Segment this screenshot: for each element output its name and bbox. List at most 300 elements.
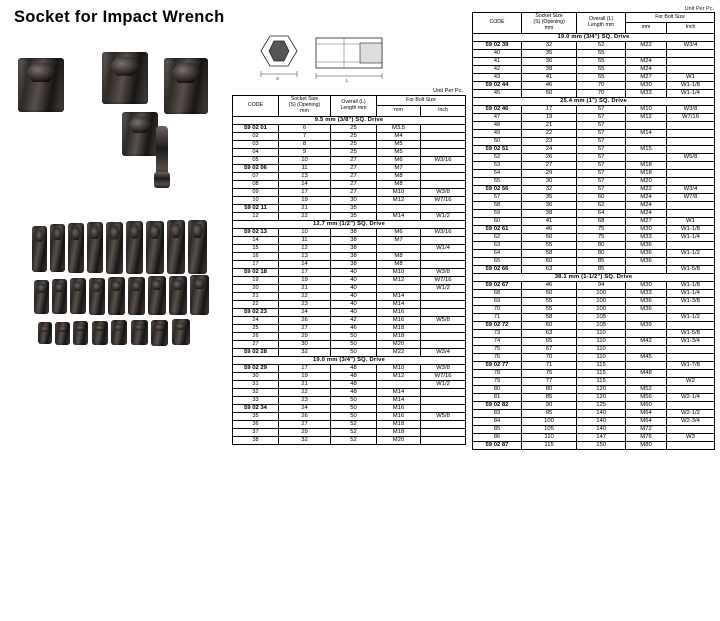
cell-overall: 80: [577, 241, 626, 249]
cell-socket-size: 24: [522, 145, 577, 153]
table-row: [473, 409, 715, 417]
table-row: [473, 265, 715, 273]
table-row: [473, 153, 715, 161]
table-row: [233, 436, 466, 444]
table-row: [473, 113, 715, 121]
cell-socket-size: 11: [279, 164, 331, 172]
cell-overall: 50: [331, 412, 377, 420]
cell-code: 59: [473, 209, 522, 217]
cell-bolt-inch: [666, 305, 714, 313]
cell-bolt-inch: W1-1/4: [666, 233, 714, 241]
cell-bolt-mm: [377, 380, 421, 388]
cell-bolt-inch: W1-1/8: [666, 281, 714, 289]
table-row: [473, 193, 715, 201]
cell-overall: 55: [577, 73, 626, 81]
cell-bolt-inch: [421, 324, 466, 332]
table-row: [233, 212, 466, 220]
cell-bolt-mm: M42: [626, 337, 667, 345]
cell-overall: 40: [331, 268, 377, 276]
cell-socket-size: 35: [522, 49, 577, 57]
cell-bolt-mm: M33: [626, 289, 667, 297]
cell-bolt-inch: W3/8: [421, 188, 466, 196]
cell-bolt-inch: W3/4: [666, 41, 714, 49]
cell-bolt-mm: M30: [626, 81, 667, 89]
cell-overall: 120: [577, 385, 626, 393]
cell-socket-size: 10: [279, 156, 331, 164]
cell-code: 59 02 11: [233, 204, 279, 212]
cell-bolt-mm: M16: [377, 412, 421, 420]
cell-overall: 40: [331, 284, 377, 292]
table-row: [233, 164, 466, 172]
table-row: [473, 281, 715, 289]
cell-overall: 110: [577, 329, 626, 337]
cell-bolt-inch: W1-7/8: [666, 361, 714, 369]
table-row: [233, 340, 466, 348]
cell-code: 42: [473, 65, 522, 73]
cell-bolt-inch: [421, 428, 466, 436]
cell-bolt-inch: W1/4: [421, 244, 466, 252]
cell-socket-size: 60: [522, 321, 577, 329]
cell-bolt-inch: [666, 145, 714, 153]
th-bolt-mm: mm: [626, 23, 667, 33]
cell-socket-size: 22: [279, 212, 331, 220]
table-row: [473, 145, 715, 153]
cell-bolt-inch: [666, 201, 714, 209]
table-row: [233, 244, 466, 252]
cell-socket-size: 58: [522, 249, 577, 257]
cell-bolt-mm: M24: [626, 193, 667, 201]
cell-bolt-mm: [626, 361, 667, 369]
cell-bolt-mm: M18: [626, 161, 667, 169]
cell-code: 59 02 46: [473, 105, 522, 113]
cell-overall: 38: [331, 252, 377, 260]
cell-bolt-inch: W3/16: [421, 156, 466, 164]
cell-code: 37: [233, 428, 279, 436]
section-header: 19.0 mm (3/4") SQ. Drive: [473, 33, 715, 41]
cell-code: 14: [233, 236, 279, 244]
cell-code: 59 02 34: [233, 404, 279, 412]
cell-socket-size: 21: [279, 204, 331, 212]
cell-bolt-inch: W1-1/8: [666, 81, 714, 89]
cell-socket-size: 75: [522, 369, 577, 377]
cell-socket-size: 77: [522, 377, 577, 385]
cell-bolt-inch: [666, 441, 714, 449]
cell-bolt-mm: M48: [626, 369, 667, 377]
cell-code: 35: [233, 412, 279, 420]
cell-socket-size: 27: [279, 324, 331, 332]
cell-code: 30: [233, 372, 279, 380]
table-row: [233, 412, 466, 420]
cell-socket-size: 17: [279, 364, 331, 372]
cell-code: 68: [473, 289, 522, 297]
table-row: [473, 233, 715, 241]
cell-bolt-mm: M72: [626, 425, 667, 433]
cell-bolt-inch: [666, 425, 714, 433]
cell-bolt-mm: M3.5: [377, 124, 421, 132]
cell-bolt-mm: [626, 265, 667, 273]
cell-code: 36: [233, 420, 279, 428]
cell-overall: 70: [577, 81, 626, 89]
cell-code: 79: [473, 377, 522, 385]
cell-code: 45: [473, 89, 522, 97]
cell-code: 26: [233, 332, 279, 340]
cell-overall: 105: [577, 321, 626, 329]
cell-socket-size: 30: [522, 177, 577, 185]
cell-bolt-mm: M14: [626, 129, 667, 137]
table-header: [233, 96, 466, 117]
cell-overall: 57: [577, 169, 626, 177]
cell-bolt-inch: [421, 388, 466, 396]
cell-socket-size: 26: [279, 316, 331, 324]
cell-overall: 40: [331, 276, 377, 284]
cell-overall: 115: [577, 377, 626, 385]
cell-bolt-inch: [666, 57, 714, 65]
cell-bolt-mm: M14: [377, 212, 421, 220]
cell-bolt-mm: M18: [377, 428, 421, 436]
cell-bolt-inch: [421, 140, 466, 148]
cell-bolt-mm: M12: [377, 196, 421, 204]
cell-socket-size: 10: [279, 228, 331, 236]
cell-code: 59 02 51: [473, 145, 522, 153]
cell-overall: 57: [577, 113, 626, 121]
cell-bolt-inch: W3: [666, 433, 714, 441]
table-row: [473, 65, 715, 73]
cell-overall: 85: [577, 265, 626, 273]
table-row: [233, 348, 466, 356]
cell-overall: 25: [331, 132, 377, 140]
table-row: [233, 316, 466, 324]
cell-bolt-mm: M14: [377, 292, 421, 300]
cell-bolt-mm: M80: [626, 441, 667, 449]
table-row: [473, 425, 715, 433]
cell-bolt-inch: W1-5/8: [666, 265, 714, 273]
cell-bolt-mm: M14: [377, 388, 421, 396]
cell-overall: 100: [577, 305, 626, 313]
cell-bolt-inch: W3/16: [421, 228, 466, 236]
cell-bolt-inch: W5/8: [421, 412, 466, 420]
cell-bolt-inch: [666, 353, 714, 361]
cell-overall: 55: [577, 49, 626, 57]
th-code: CODE: [473, 13, 522, 34]
cell-overall: 75: [577, 233, 626, 241]
table-row: [473, 57, 715, 65]
cell-socket-size: 41: [522, 73, 577, 81]
cell-socket-size: 46: [522, 281, 577, 289]
cell-socket-size: 6: [279, 124, 331, 132]
table-row: [233, 140, 466, 148]
cell-bolt-mm: M16: [377, 308, 421, 316]
cell-overall: 38: [331, 260, 377, 268]
cell-socket-size: 24: [279, 308, 331, 316]
section-header: 19.0 mm (3/4") SQ. Drive: [233, 356, 466, 364]
cell-bolt-mm: [377, 244, 421, 252]
cell-bolt-mm: M5: [377, 148, 421, 156]
cell-bolt-mm: M33: [626, 233, 667, 241]
cell-bolt-inch: [421, 236, 466, 244]
cell-bolt-mm: M6: [377, 228, 421, 236]
cell-overall: 140: [577, 425, 626, 433]
cell-code: 50: [473, 137, 522, 145]
table-row: [473, 105, 715, 113]
cell-socket-size: 19: [279, 276, 331, 284]
table-row: [473, 393, 715, 401]
cell-socket-size: 21: [279, 380, 331, 388]
cell-overall: 52: [331, 436, 377, 444]
cell-socket-size: 65: [522, 337, 577, 345]
cell-overall: 80: [577, 249, 626, 257]
cell-bolt-inch: W3/8: [421, 268, 466, 276]
table-row: [473, 361, 715, 369]
table-row: [473, 401, 715, 409]
table-row: [473, 241, 715, 249]
cell-bolt-inch: [421, 148, 466, 156]
cell-bolt-inch: [421, 332, 466, 340]
cell-bolt-inch: [666, 65, 714, 73]
cell-overall: 25: [331, 140, 377, 148]
cell-bolt-mm: M20: [626, 177, 667, 185]
cell-overall: 94: [577, 281, 626, 289]
cell-bolt-inch: W7/16: [421, 276, 466, 284]
section-header: 9.5 mm (3/8") SQ. Drive: [233, 116, 466, 124]
cell-bolt-mm: M8: [377, 260, 421, 268]
cell-bolt-inch: W1-1/8: [666, 225, 714, 233]
table-row: [473, 369, 715, 377]
cell-code: 33: [233, 396, 279, 404]
table-row: [473, 433, 715, 441]
cell-code: 65: [473, 257, 522, 265]
table-row: [233, 276, 466, 284]
cell-bolt-mm: [626, 49, 667, 57]
cell-overall: 27: [331, 180, 377, 188]
cell-bolt-inch: W1-1/4: [666, 289, 714, 297]
cell-bolt-mm: M24: [626, 65, 667, 73]
cell-overall: 25: [331, 124, 377, 132]
cell-overall: 75: [577, 225, 626, 233]
cell-overall: 110: [577, 337, 626, 345]
cell-overall: 105: [577, 313, 626, 321]
cell-bolt-mm: M14: [377, 300, 421, 308]
cell-overall: 46: [331, 324, 377, 332]
cell-code: 59 02 82: [473, 401, 522, 409]
cell-overall: 48: [331, 380, 377, 388]
cell-socket-size: 100: [522, 417, 577, 425]
cell-code: 86: [473, 433, 522, 441]
cell-bolt-inch: [421, 420, 466, 428]
th-overall: Overall (L) Length mm: [577, 13, 626, 34]
cell-overall: 25: [331, 148, 377, 156]
table-row: [233, 284, 466, 292]
cell-socket-size: 32: [522, 41, 577, 49]
technical-diagram: [248, 30, 418, 92]
table-row: [233, 180, 466, 188]
cell-socket-size: 50: [522, 233, 577, 241]
cell-socket-size: 35: [522, 193, 577, 201]
cell-bolt-inch: [666, 369, 714, 377]
cell-code: 57: [473, 193, 522, 201]
cell-bolt-mm: M10: [626, 105, 667, 113]
cell-overall: 68: [577, 217, 626, 225]
cell-bolt-mm: M14: [377, 396, 421, 404]
cell-bolt-mm: M56: [626, 393, 667, 401]
cell-overall: 57: [577, 161, 626, 169]
cell-socket-size: 19: [522, 113, 577, 121]
cell-overall: 50: [331, 332, 377, 340]
cell-bolt-mm: M18: [377, 324, 421, 332]
cell-socket-size: 9: [279, 148, 331, 156]
socket-photo-large-4: [122, 112, 158, 156]
cell-bolt-inch: W1-3/4: [666, 337, 714, 345]
cell-bolt-mm: M36: [626, 241, 667, 249]
cell-socket-size: 85: [522, 393, 577, 401]
cell-bolt-inch: [421, 396, 466, 404]
socket-photo-large-2: [102, 52, 148, 104]
cell-code: 64: [473, 249, 522, 257]
cell-code: 38: [233, 436, 279, 444]
cell-overall: 27: [331, 156, 377, 164]
table-row: [473, 313, 715, 321]
table-row: [473, 41, 715, 49]
cell-overall: 60: [577, 193, 626, 201]
table-row: [473, 129, 715, 137]
cell-code: 69: [473, 297, 522, 305]
page-title: Socket for Impact Wrench: [14, 8, 225, 26]
cell-socket-size: 23: [522, 137, 577, 145]
cell-code: 62: [473, 233, 522, 241]
cell-overall: 40: [331, 308, 377, 316]
table-row: [233, 124, 466, 132]
cell-socket-size: 30: [279, 340, 331, 348]
cell-bolt-mm: M36: [626, 305, 667, 313]
cell-bolt-inch: [666, 121, 714, 129]
table-row: [473, 225, 715, 233]
cell-code: 09: [233, 188, 279, 196]
cell-bolt-mm: M15: [626, 145, 667, 153]
table-row: [473, 289, 715, 297]
cell-bolt-inch: W3/4: [666, 185, 714, 193]
table-header: [473, 13, 715, 34]
cell-socket-size: 13: [279, 172, 331, 180]
cell-code: 05: [233, 156, 279, 164]
cell-code: 10: [233, 196, 279, 204]
cell-overall: 57: [577, 129, 626, 137]
table-row: [233, 404, 466, 412]
table-row: [473, 257, 715, 265]
cell-socket-size: 55: [522, 297, 577, 305]
table-row: [233, 332, 466, 340]
cell-bolt-inch: W1-1/2: [666, 313, 714, 321]
cell-code: 02: [233, 132, 279, 140]
cell-socket-size: 105: [522, 425, 577, 433]
cell-socket-size: 17: [522, 105, 577, 113]
cell-socket-size: 58: [522, 313, 577, 321]
table-row: [473, 121, 715, 129]
cell-overall: 48: [331, 372, 377, 380]
cell-bolt-mm: M18: [377, 332, 421, 340]
cell-bolt-mm: M27: [626, 217, 667, 225]
cell-bolt-mm: M18: [626, 169, 667, 177]
cell-overall: 50: [331, 348, 377, 356]
cell-bolt-mm: M5: [377, 140, 421, 148]
cell-bolt-inch: W5/8: [421, 316, 466, 324]
table-row: [233, 252, 466, 260]
cell-bolt-mm: M12: [377, 276, 421, 284]
extension-bar-tip: [154, 172, 170, 188]
cell-code: 24: [233, 316, 279, 324]
cell-code: 41: [473, 57, 522, 65]
cell-bolt-inch: W1-3/8: [666, 297, 714, 305]
table-row: [473, 177, 715, 185]
cell-code: 12: [233, 212, 279, 220]
cell-code: 16: [233, 252, 279, 260]
cell-bolt-mm: M10: [377, 268, 421, 276]
table-row: [473, 385, 715, 393]
cell-code: 59 02 67: [473, 281, 522, 289]
cell-code: 59 02 66: [473, 265, 522, 273]
table-row: [473, 49, 715, 57]
cell-bolt-mm: M12: [377, 372, 421, 380]
cell-code: 81: [473, 393, 522, 401]
cell-code: 59 02 44: [473, 81, 522, 89]
cell-code: 78: [473, 369, 522, 377]
cell-socket-size: 27: [279, 420, 331, 428]
cell-socket-size: 27: [522, 161, 577, 169]
table-row: [473, 89, 715, 97]
section-header: 12.7 mm (1/2") SQ. Drive: [233, 220, 466, 228]
cell-overall: 120: [577, 393, 626, 401]
cell-overall: 38: [331, 228, 377, 236]
cell-overall: 125: [577, 401, 626, 409]
cell-bolt-mm: M22: [626, 185, 667, 193]
cell-overall: 100: [577, 289, 626, 297]
cell-bolt-inch: W3/8: [666, 105, 714, 113]
cell-overall: 110: [577, 345, 626, 353]
cell-code: 59 02 56: [473, 185, 522, 193]
cell-bolt-mm: M64: [626, 409, 667, 417]
cell-bolt-inch: [421, 308, 466, 316]
unit-per-pc-top: Unit Per Pc.: [684, 6, 714, 12]
th-bolt-inch: Inch: [666, 23, 714, 33]
cell-socket-size: 50: [522, 289, 577, 297]
cell-bolt-inch: [666, 401, 714, 409]
cell-code: 76: [473, 353, 522, 361]
cell-bolt-mm: M16: [377, 404, 421, 412]
cell-socket-size: 12: [279, 244, 331, 252]
cell-bolt-inch: [421, 124, 466, 132]
cell-bolt-inch: [666, 345, 714, 353]
table-row: [233, 396, 466, 404]
table-row: [473, 337, 715, 345]
cell-socket-size: 29: [279, 332, 331, 340]
table-row: [473, 169, 715, 177]
cell-code: 59 02 77: [473, 361, 522, 369]
table-row: [473, 305, 715, 313]
table-row: [473, 321, 715, 329]
table-row: [473, 73, 715, 81]
cell-code: 21: [233, 292, 279, 300]
cell-socket-size: 32: [279, 348, 331, 356]
table-row: [233, 300, 466, 308]
th-bolt: For Bolt Size: [626, 13, 715, 23]
cell-overall: 62: [577, 201, 626, 209]
cell-bolt-inch: [421, 132, 466, 140]
cell-code: 40: [473, 49, 522, 57]
cell-socket-size: 26: [522, 153, 577, 161]
table-row: [233, 372, 466, 380]
cell-bolt-inch: [421, 436, 466, 444]
table-row: [233, 364, 466, 372]
cell-code: 49: [473, 129, 522, 137]
cell-socket-size: 41: [522, 217, 577, 225]
